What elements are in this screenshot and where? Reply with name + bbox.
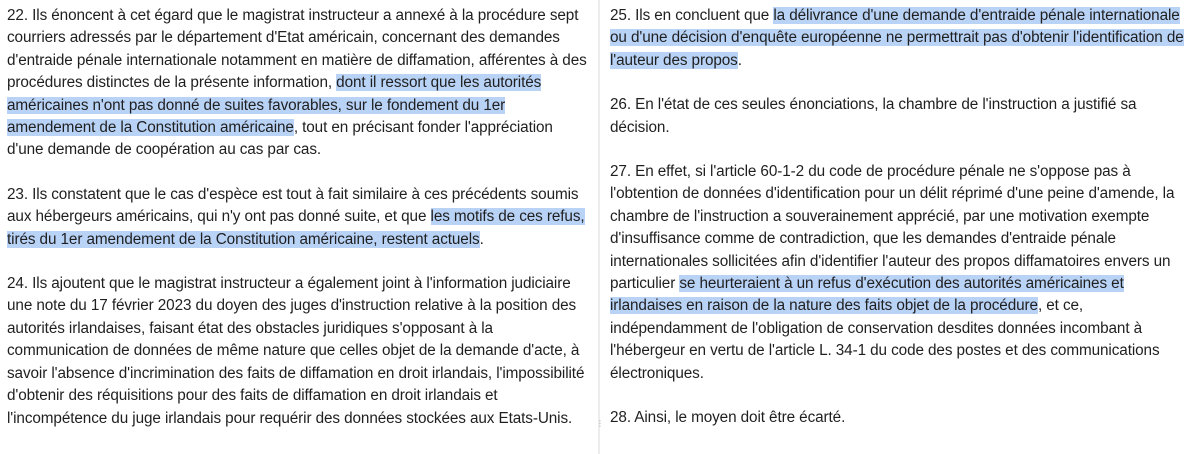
right-column (598, 0, 1200, 454)
paragraph-25 (610, 5, 1192, 72)
paragraph-27-highlight: se heurteraient à un refus d'exécution des autorités américaines et irlandaises en raison de la nature des faits objet de la procédure (610, 275, 1124, 315)
paragraph-22 (7, 5, 590, 162)
column-divider[interactable] (596, 0, 604, 454)
paragraph-28-text: 28. Ainsi, le moyen doit être écarté. (610, 409, 846, 427)
paragraph-27-text: 27. En effet, si l'article 60-1-2 du code de procédure pénale ne s'oppose pas à l'obtention de données d'identification pour un délit réprimé d'une peine d'amende, la chambre de l'instruction a souverainement apprécié, par une motivation exempte d'insuffisance comme de contradiction, que les demandes d'entraide pénale internationales sollicitées afin d'identifier l'auteur des propos diffamatoires envers un particulier (610, 163, 1175, 293)
paragraph-23-text-end: . (479, 230, 484, 248)
paragraph-24-text: 24. Ils ajoutent que le magistrat instructeur a également joint à l'information judiciaire une note du 17 février 2023 du doyen des juges d'instruction relative à la position des autorités irlandaises, faisant état des obstacles juridiques s'opposant à la communication de données de même nature que celles objet de la demande d'acte, à savoir l'absence d'incrimination des faits de diffamation en droit irlandais, l'impossibilité d'obtenir des réquisitions pour des faits de diffamation en droit irlandais et l'incompétence du juge irlandais pour requérir des données stockées aux Etats-Unis. (7, 275, 585, 427)
paragraph-23-text: 23. Ils constatent que le cas d'espèce est tout à fait similaire à ces précédents soumis aux hébergeurs américains, qui n'y ont pas donné suite, et que (7, 185, 579, 226)
resize-grip-icon[interactable]: ⋮ (596, 419, 604, 428)
left-column (0, 0, 598, 454)
paragraph-23 (7, 184, 590, 251)
paragraph-22-text: 22. Ils énoncent à cet égard que le magistrat instructeur a annexé à la procédure sept courriers adressés par le département d'Etat américain, concernant des demandes d'entraide pénale internationale notamment en matière de diffamation, afférentes à des procédures distinctes de la présente information, (7, 7, 587, 92)
paragraph-25-highlight: la délivrance d'une demande d'entraide pénale internationale ou d'une décision d'enquête européenne ne permettrait pas d'obtenir l'identification de l'auteur des propos (610, 7, 1184, 69)
paragraph-25-text: 25. Ils en concluent que (610, 7, 774, 24)
paragraph-27-text-end: , et ce, indépendamment de l'obligation de conservation desdites données incombant à l'hébergeur en vertu de l'article L. 34-1 du code des postes et des communications électroniques. (610, 297, 1160, 382)
paragraph-26-text: 26. En l'état de ces seules énonciations, la chambre de l'instruction a justifié sa décision. (610, 96, 1137, 136)
paragraph-22-highlight: dont il ressort que les autorités américaines n'ont pas donné de suites favorables, sur le fondement du 1er amendement de la Constitution américaine (7, 74, 542, 137)
paragraph-22-text-end: , tout en précisant fonder l'appréciation d'une demande de coopération au cas par cas. (7, 119, 553, 159)
paragraph-27 (610, 161, 1192, 385)
paragraph-23-highlight: les motifs de ces refus, tirés du 1er amendement de la Constitution américaine, restent actuels (7, 208, 585, 248)
paragraph-26 (610, 94, 1192, 139)
paragraph-24 (7, 273, 590, 430)
paragraph-25-text-end: . (737, 51, 742, 69)
paragraph-28 (610, 407, 1192, 429)
